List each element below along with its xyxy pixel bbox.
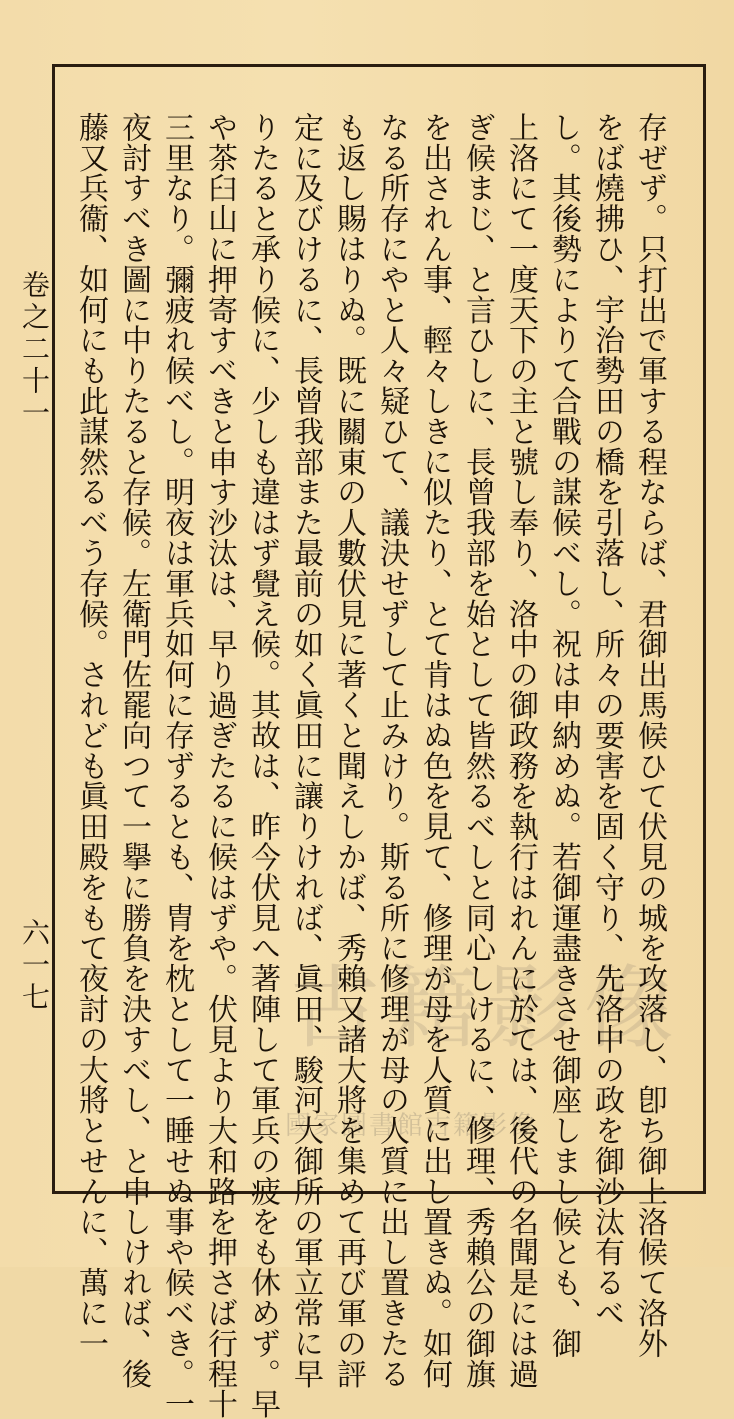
text-column-3: し。其後勢によりて合戰の謀候べし。祝は申納めぬ。若御運盡きさせ御座しまし候とも、御	[546, 112, 581, 1359]
watermark-logo: 古籍影像	[290, 956, 682, 1061]
text-column-1: 存ぜず。只打出で軍する程ならば、君御出馬候ひて伏見の城を攻落し、卽ち御上洛候て洛外	[632, 112, 667, 1359]
text-column-10: りたると承り候に、少しも違はず覺え候。其故は、昨今伏見へ著陣して軍兵の疲をも休めず。早	[245, 112, 280, 1419]
text-column-11: や茶臼山に押寄すべきと申す沙汰は、早り過ぎたるに候はずや。伏見より大和路を押さば行程十	[202, 112, 237, 1419]
page-number: 六一七	[18, 918, 51, 1014]
text-column-4: 上洛にて一度天下の主と號し奉り、洛中の御政務を執行はれんに於ては、後代の名聞是には過	[503, 112, 538, 1389]
text-column-8: も返し賜はりぬ。既に關東の人數伏見に著くと聞えしかば、秀賴又諸大將を集めて再び軍の評	[331, 112, 366, 1389]
text-column-7: なる所存にやと人々疑ひて、議決せずして止みけり。斯る所に修理が母の人質に出し置きたる	[374, 112, 409, 1389]
text-column-5: ぎ候まじ、と言ひしに、長曾我部を始として皆然るべしと同心しけるに、修理、秀賴公の御旗	[460, 112, 495, 1389]
text-column-9: 定に及びけるに、長曾我部また最前の如く眞田に讓りければ、眞田、駿河大御所の軍立常に早	[288, 112, 323, 1389]
volume-label: 卷之二十一	[18, 270, 51, 430]
text-column-12: 三里なり。彌疲れ候べし。明夜は軍兵如何に存ずるとも、胄を枕として一睡せぬ事や候べき。一	[159, 112, 194, 1419]
watermark: 國家圖書館古籍影像	[285, 1111, 538, 1141]
text-column-13: 夜討すべき圖に中りたると存候。左衛門佐罷向つて一擧に勝負を決すべし、と申しければ、後	[116, 112, 151, 1389]
text-column-2: をば燒拂ひ、宇治勢田の橋を引落し、所々の要害を固く守り、先洛中の政を御沙汰有るべ	[589, 112, 624, 1328]
text-column-14: 藤又兵衞、如何にも此謀然るべう存候。されども眞田殿をもて夜討の大將とせんに、萬に一	[73, 112, 108, 1359]
text-column-6: を出されん事、輕々しきに似たり、とて肯はぬ色を見て、修理が母を人質に出し置きぬ。如何	[417, 112, 452, 1389]
